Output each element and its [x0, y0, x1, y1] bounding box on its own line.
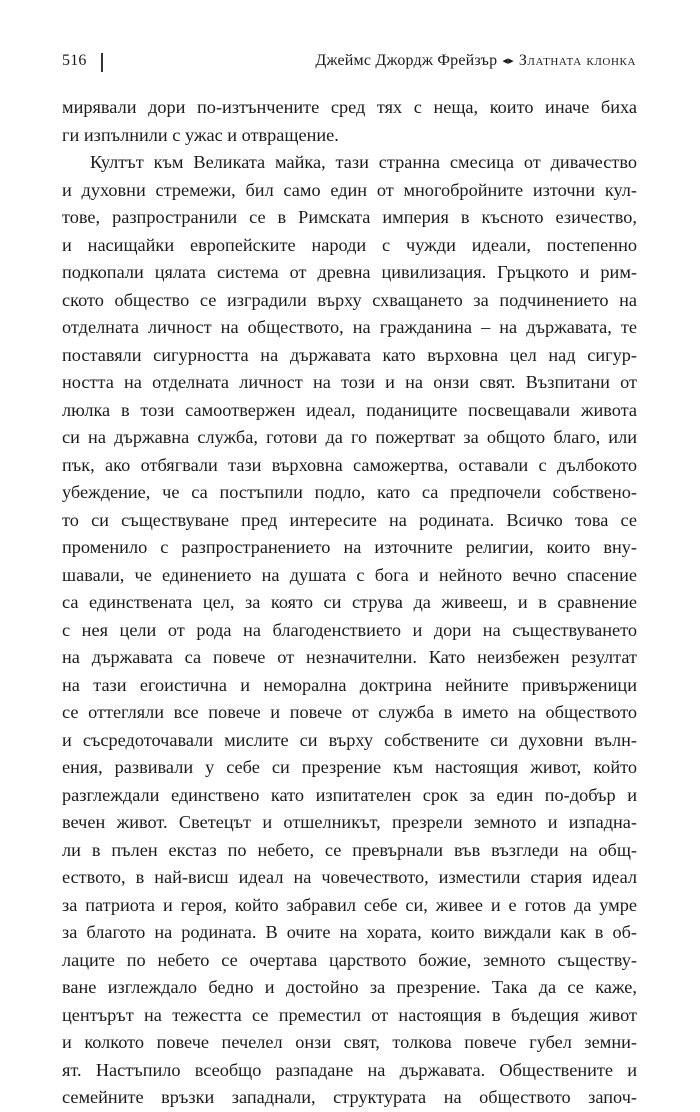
text-line: ения, развивали у себе си презрение към настоящия живот, който: [62, 757, 637, 777]
text-line: пък, ако отбягвали тази върховна саможертва, оставали с дълбокото: [62, 454, 637, 475]
text-line: люлка в този самоотвержен идеал, поданиците посвещавали живота: [62, 399, 637, 420]
text-line: се оттегляли все повече и повече от служба в името на обществото: [62, 702, 637, 722]
text-line: Култът към Великата майка, тази странна смесица от дивачество: [90, 152, 637, 172]
header-divider: [101, 53, 103, 72]
text-line: отделната личност на обществото, на гражданина – на държавата, те: [62, 317, 637, 337]
author-name: Джеймс Джордж Фрейзър: [315, 52, 498, 69]
text-line: вечен живот. Светецът и отшелникът, презрели земното и изпадна-: [62, 812, 637, 832]
text-line: и съсредоточавали мислите си върху собствените си духовни вълн-: [62, 729, 637, 750]
running-head: [315, 52, 636, 70]
text-line: центърът на тежестта се преместил от настоящия в бъдещия живот: [62, 1004, 637, 1025]
text-line: за благото на родината. В очите на хората, които виждали как в об-: [62, 922, 637, 942]
text-line: подкопали цялата система от древна цивилизация. Гръцкото и рим-: [62, 262, 637, 282]
text-line: на тази егоистична и неморална доктрина нейните привърженици: [62, 674, 637, 695]
text-line: то си съществуване пред интересите на родината. Всичко това се: [62, 509, 637, 530]
text-line: с нея цели от рода на благоденствието и дори на съществуването: [62, 619, 637, 640]
text-line: разглеждали единствено като изпитателен срок за един по-добър и: [62, 784, 637, 805]
text-line: лаците по небето се очертава царството божие, земното съществу-: [62, 949, 637, 970]
text-line: мирявали дори по-изтънчените сред тях с неща, които иначе биха: [62, 97, 637, 117]
page-number: 516: [62, 52, 87, 69]
text-line: си на държавна служба, готови да го пожертват за общото благо, или: [62, 427, 637, 447]
text-line: семейните връзки западнали, структурата на обществото започ-: [62, 1087, 637, 1107]
text-line: и духовни стремежи, бил само един от многобройните източни кул-: [62, 179, 637, 200]
text-line: на държавата са повече от незначителни. Като неизбежен резултат: [62, 647, 637, 667]
text-line: тове, разпространили се в Римската империя в късното езичество,: [62, 207, 637, 227]
text-line: за патриота и героя, който забравил себе си, живее и е готов да умре: [62, 894, 637, 915]
text-line: променило с разпространението на източните религии, които вну-: [62, 537, 637, 557]
text-line: ското общество се изградили върху схващането за подчинението на: [62, 289, 637, 310]
text-line: ността на отделната личност на този и на онзи свят. Възпитани от: [62, 372, 637, 392]
text-line: ли в пълен екстаз по небето, се превърнали във възгледи на общ-: [62, 839, 637, 860]
page-header: [62, 52, 636, 76]
book-title: Златната клонка: [518, 52, 636, 69]
text-line: поставяли сигурността на държавата като върховна цел над сигур-: [62, 344, 637, 365]
text-line: и насищайки европейските народи с чужди идеали, постепенно: [62, 234, 637, 255]
text-line: еството, в най-висш идеал на човечеството, изместили стария идеал: [62, 867, 637, 887]
text-line: убеждение, че са постъпили подло, като са предпочели собствено-: [62, 482, 637, 502]
text-line: ване изглеждало бедно и достойно за презрение. Така да се каже,: [62, 977, 637, 997]
text-line: ги изпълнили с ужас и отвращение.: [62, 124, 339, 145]
text-line: ят. Настъпило всеобщо разпадане на държавата. Обществените и: [62, 1059, 637, 1080]
body-text: [62, 94, 637, 1112]
text-line: и колкото повече печелел онзи свят, толкова повече губел земни-: [62, 1032, 637, 1052]
text-line: шавали, че единението на душата с бога и нейното вечно спасение: [62, 564, 637, 585]
separator-icon: ◂▸: [502, 55, 514, 67]
text-line: са единствената цел, за която си струва да живееш, и в сравнение: [62, 592, 637, 612]
